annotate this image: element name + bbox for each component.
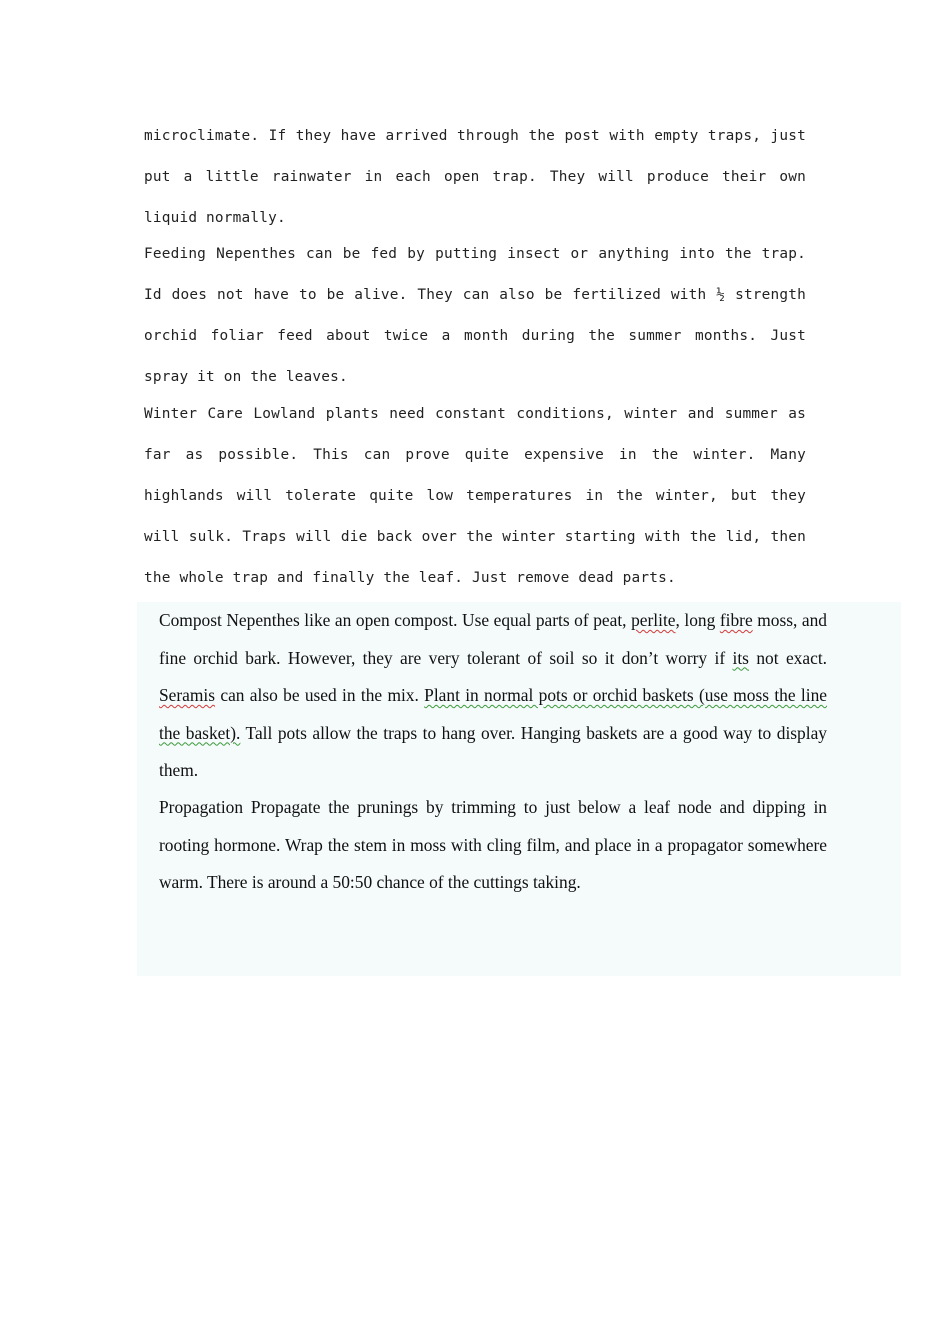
paragraph-compost	[159, 602, 827, 790]
text-segment: , long	[675, 610, 720, 630]
text-segment: Compost Nepenthes like an open compost. Use equal parts of peat,	[159, 610, 632, 630]
text-segment: moss, and fine orchid bark. However, they are very tolerant of soil so it don’t worry if	[159, 610, 828, 668]
paragraph-winter-care: Winter Care Lowland plants need constant conditions, winter and summer as far as possible. This can prove quite expensive in the winter. Many highlands will tolerate quite low temperatures in the winter, but they will sulk. Traps will die back over the winter starting with the lid, then the whole trap and finally the leaf. Just remove dead parts.	[144, 406, 806, 586]
paragraph-propagation: Propagation Propagate the prunings by trimming to just below a leaf node and dipping in rooting hormone. Wrap the stem in moss with cling film, and place in a propagator somewhere warm. There is around a 50:50 chance of the cuttings taking.	[159, 797, 827, 892]
text-segment: can also be used in the mix.	[215, 685, 425, 705]
text-segment: Tall pots allow the traps to hang over. Hanging baskets are a good way to display them.	[159, 722, 827, 780]
text-segment: not exact.	[748, 647, 827, 668]
grammar-error-sentence: Plant in normal pots or orchid baskets (use moss the line the basket).	[159, 685, 827, 743]
spelling-error-fibre: fibre	[719, 610, 753, 630]
paragraph-microclimate: microclimate. If they have arrived through the post with empty traps, just put a little rainwater in each open trap. They will produce their own liquid normally.	[144, 128, 806, 226]
spelling-error-seramis: Seramis	[159, 685, 216, 705]
grammar-error-its: its	[732, 647, 749, 668]
spelling-error-perlite: perlite	[631, 610, 676, 630]
paragraph-feeding: Feeding Nepenthes can be fed by putting insect or anything into the trap. Id does not have to be alive. They can also be fertilized with ½ strength orchid foliar feed about twice a month during the summer months. Just spray it on the leaves.	[144, 246, 806, 385]
